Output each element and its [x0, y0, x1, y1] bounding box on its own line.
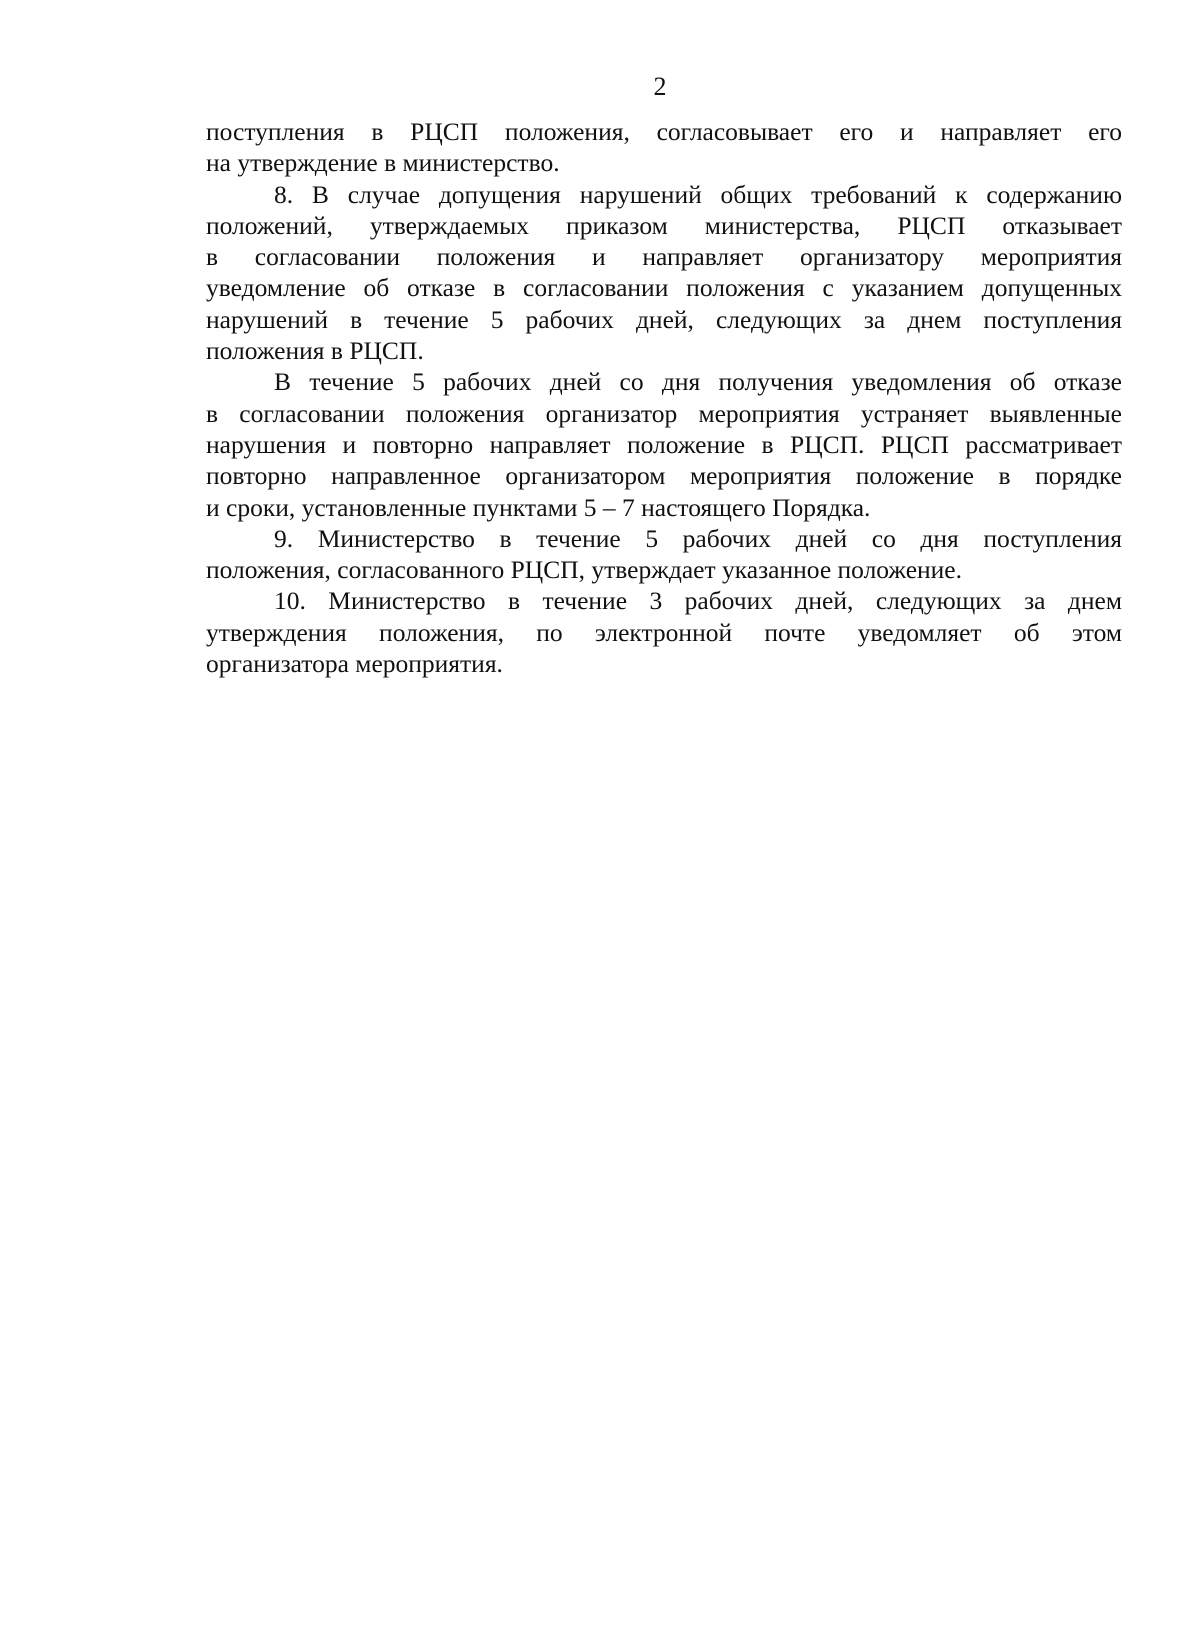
text-line: нарушения и повторно направляет положение в РЦСП. РЦСП рассматривает [206, 429, 1122, 459]
text-line: на утверждение в министерство. [206, 148, 560, 178]
text-line: повторно направленное организатором мероприятия положение в порядке [206, 461, 1122, 491]
text-line: нарушений в течение 5 рабочих дней, следующих за днем поступления [206, 304, 1122, 334]
paragraph-10 [206, 585, 1122, 679]
text-line: в согласовании положения и направляет организатору мероприятия [206, 242, 1122, 272]
text-line: положений, утверждаемых приказом министерства, РЦСП отказывает [206, 210, 1122, 240]
text-line: 10. Министерство в течение 3 рабочих дней, следующих за днем [274, 586, 1122, 616]
paragraph-8 [206, 179, 1122, 367]
text-line: В течение 5 рабочих дней со дня получения уведомления об отказе [274, 367, 1122, 397]
text-line: и сроки, установленные пунктами 5 – 7 настоящего Порядка. [206, 492, 871, 522]
text-line: 9. Министерство в течение 5 рабочих дней со дня поступления [274, 523, 1122, 553]
paragraph-8-continued [206, 366, 1122, 522]
page-number: 2 [653, 72, 667, 101]
text-line: положения в РЦСП. [206, 336, 424, 366]
text-line: утверждения положения, по электронной почте уведомляет об этом [206, 617, 1122, 647]
text-line: уведомление об отказе в согласовании положения с указанием допущенных [206, 273, 1122, 303]
text-line: в согласовании положения организатор мероприятия устраняет выявленные [206, 398, 1122, 428]
document-body [206, 116, 1122, 679]
text-line: организатора мероприятия. [206, 649, 503, 679]
text-line: поступления в РЦСП положения, согласовывает его и направляет его [206, 117, 1122, 146]
paragraph [206, 116, 1122, 179]
text-line: положения, согласованного РЦСП, утверждает указанное положение. [206, 555, 962, 585]
text-line: 8. В случае допущения нарушений общих требований к содержанию [274, 179, 1122, 209]
paragraph-9 [206, 523, 1122, 586]
